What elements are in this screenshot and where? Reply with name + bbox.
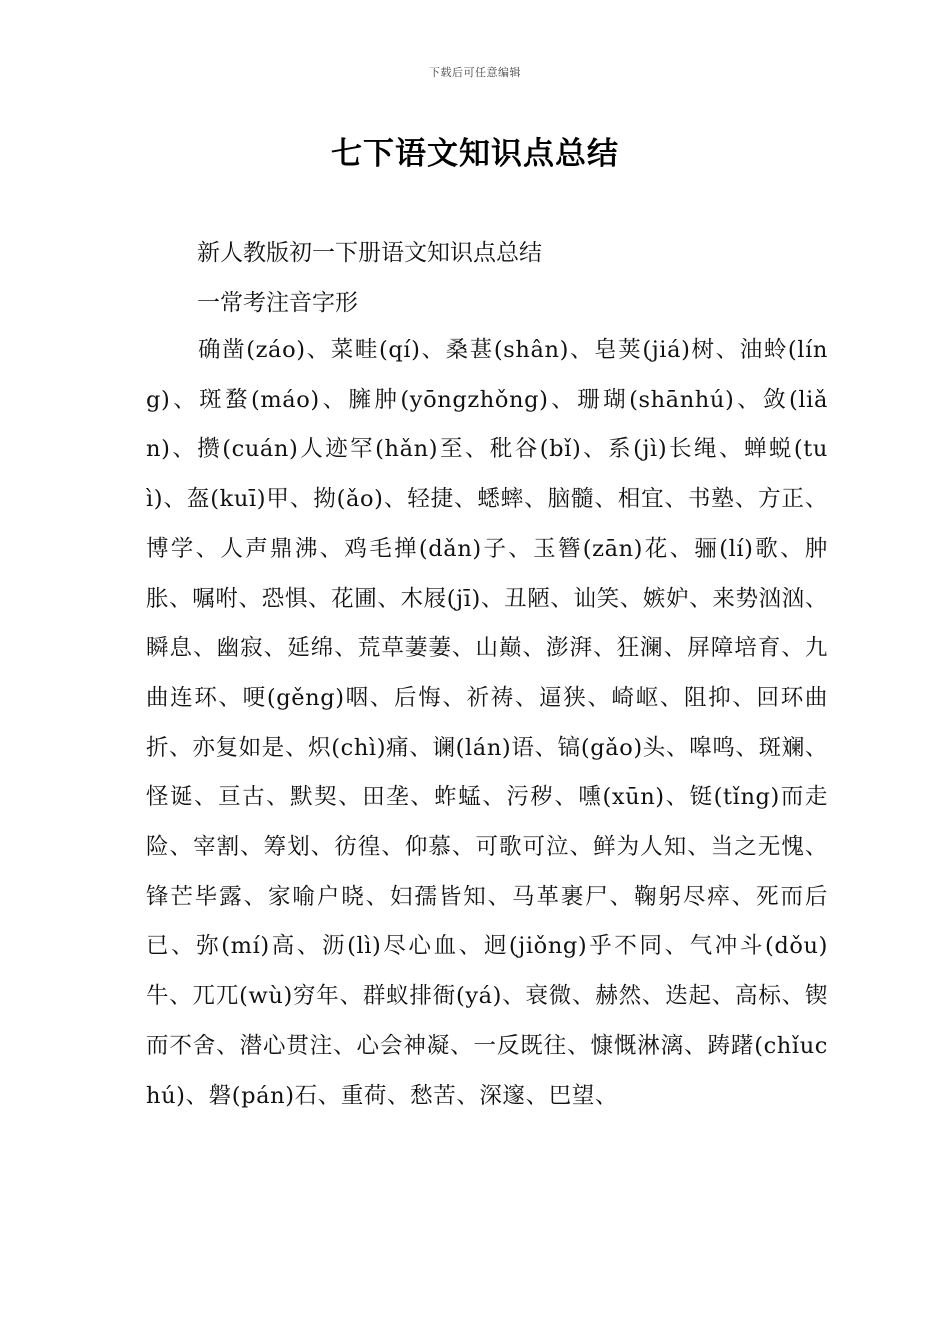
body-paragraph: 确凿(záo)、菜畦(qí)、桑葚(shân)、皂荚(jiá)树、油蛉(líng)、斑蝥(máo)、臃肿(yōngzhǒng)、珊瑚(shānhú)、敛(liǎn)、攒(cuán)人迹罕(hǎn)至、秕谷(bǐ)、系(jì)长绳、蝉蜕(tuì)、盔(kuī)甲、拗(ǎo)、轻捷、蟋蟀、脑髓、相宜、书塾、方正、博学、人声鼎沸、鸡毛掸(dǎn)子、玉簪(zān)花、骊(lí)歌、肿胀、嘱咐、恐惧、花圃、木屐(jī)、丑陋、讪笑、嫉妒、来势汹汹、瞬息、幽寂、延绵、荒草萋萋、山巅、澎湃、狂澜、屏障培育、九曲连环、哽(gěng)咽、后悔、祈祷、逼狭、崎岖、阻抑、回环曲折、亦复如是、炽(chì)痛、谰(lán)语、镐(gǎo)头、嗥鸣、斑斓、怪诞、亘古、默契、田垄、蚱蜢、污秽、嚑(xūn)、铤(tǐng)而走险、宰割、筹划、彷徨、仰慕、可歌可泣、鲜为人知、当之无愧、锋芒毕露、家喻户晓、妇孺皆知、马革裹尸、鞠躬尽瘁、死而后已、弥(mí)高、沥(lì)尽心血、迥(jiǒng)乎不同、气冲斗(dǒu)牛、兀兀(wù)穷年、群蚁排衙(yá)、衰微、赫然、迭起、高标、锲而不舍、潜心贯注、心会神凝、一反既往、慷慨淋漓、踌躇(chǐuchú)、磐(pán)石、重荷、愁苦、深邃、巴望、 xyxy=(146,337,828,1109)
document-subtitle: 新人教版初一下册语文知识点总结 xyxy=(197,240,542,266)
header-note: 下载后可任意编辑 xyxy=(429,66,521,79)
document-title: 七下语文知识点总结 xyxy=(331,136,619,172)
section-heading: 一常考注音字形 xyxy=(197,290,358,316)
